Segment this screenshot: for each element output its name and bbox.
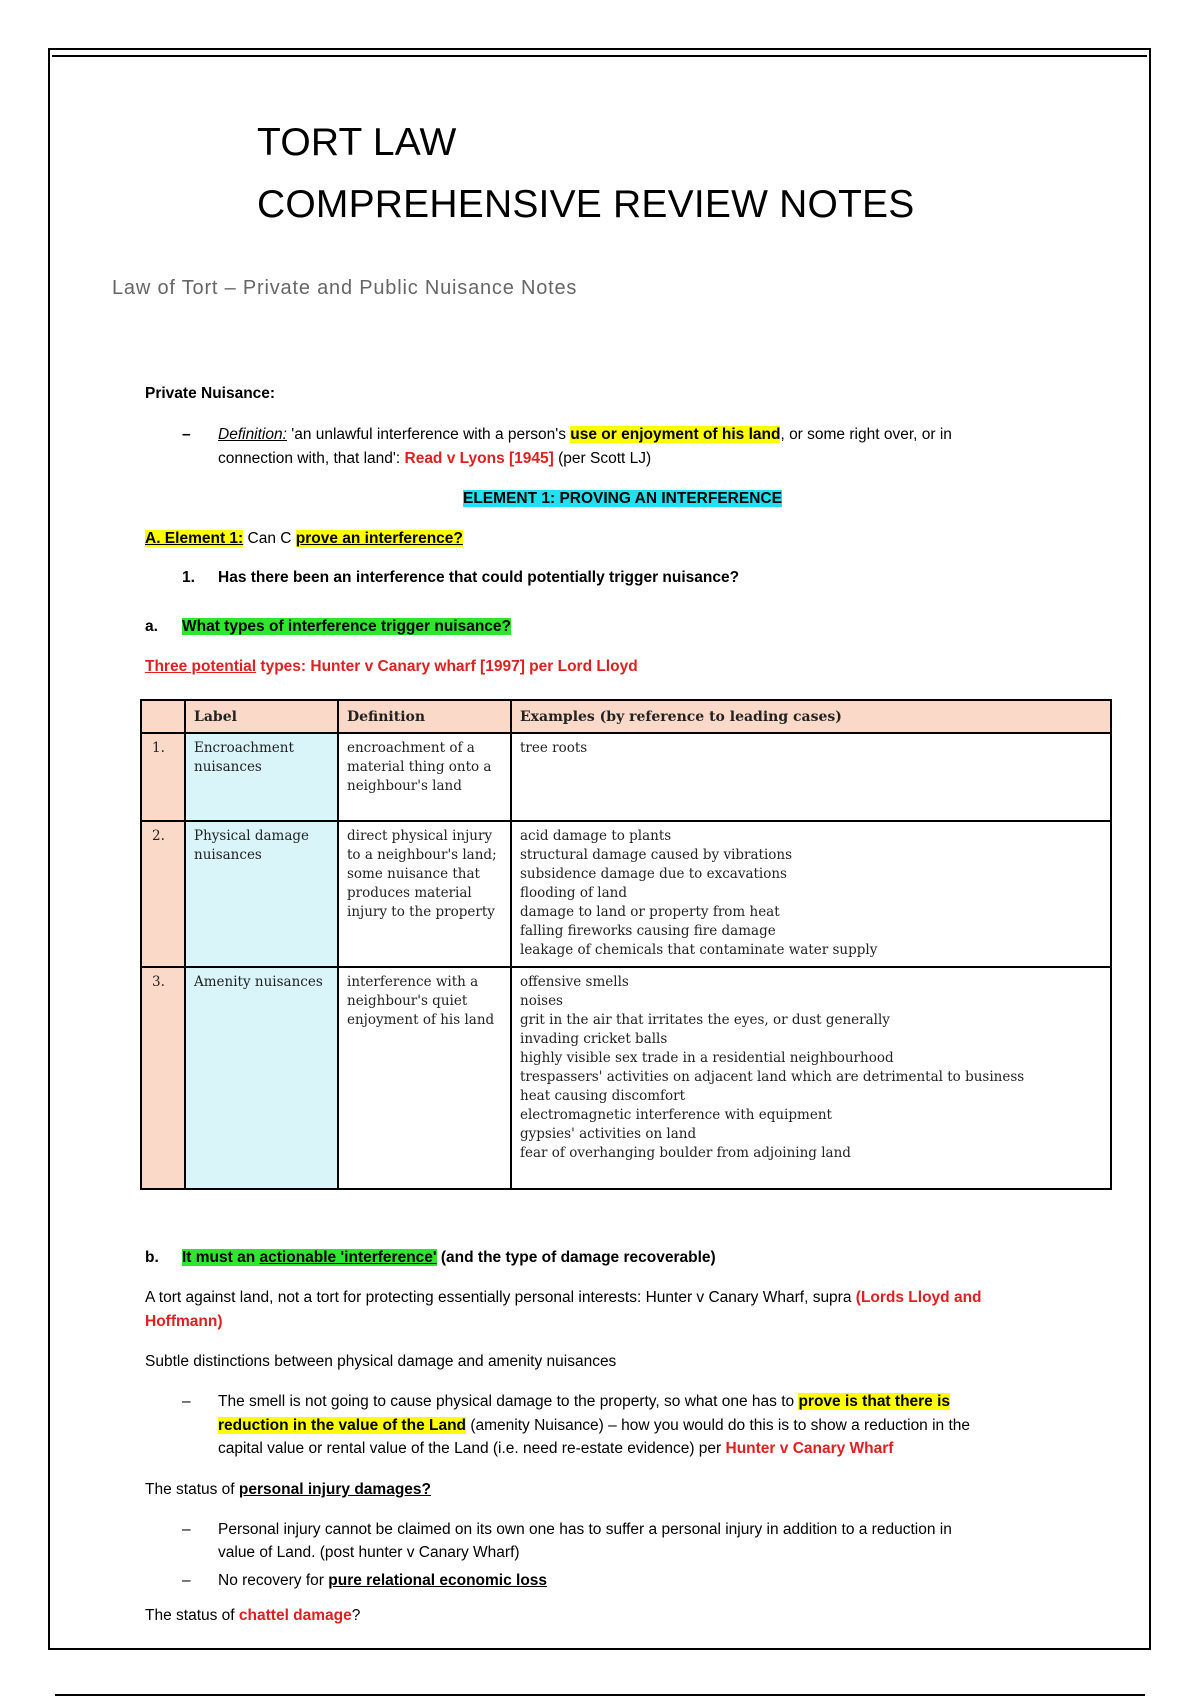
table-header-row: [141, 700, 1111, 733]
private-nuisance-heading: Private Nuisance:: [145, 385, 276, 402]
pi-bullet1-line2: value of Land. (post hunter v Canary Wharf): [218, 1544, 520, 1561]
example-item: trespassers' activities on adjacent land which are detrimental to business: [520, 1069, 1025, 1085]
tort-against-land-line1: A tort against land, not a tort for protecting essentially personal interests: Hunter v Canary Wharf, supra (Lords Lloyd and: [145, 1289, 982, 1306]
definition-label: Definition:: [218, 426, 287, 443]
example-item: invading cricket balls: [520, 1031, 668, 1047]
table-header-definition: Definition: [338, 700, 511, 733]
q1-text: Has there been an interference that could potentially trigger nuisance?: [218, 569, 740, 586]
row-number: 1.: [141, 733, 185, 821]
table-row: [141, 821, 1111, 967]
row-examples: [511, 821, 1111, 967]
pi-bullet1-line1: Personal injury cannot be claimed on its own one has to suffer a personal injury in addition to a reduction in: [218, 1521, 952, 1538]
sub-a-text: What types of interference trigger nuisance?: [182, 618, 512, 635]
definition-bullet: –: [182, 426, 191, 443]
subtle-distinctions: Subtle distinctions between physical damage and amenity nuisances: [145, 1353, 617, 1370]
element1-highlight: prove an interference?: [295, 530, 463, 547]
example-item: damage to land or property from heat: [520, 904, 780, 920]
case-hunter-v-canary-wharf: Hunter v Canary Wharf: [725, 1440, 894, 1457]
element1-question: A. Element 1: Can C prove an interference?: [145, 530, 463, 547]
sub-b-label: b.: [145, 1249, 159, 1266]
example-item: offensive smells: [520, 974, 629, 990]
row-label: Amenity nuisances: [185, 967, 338, 1189]
row-definition: direct physical injury to a neighbour's land; some nuisance that produces material injury to the property: [338, 821, 511, 967]
definition-line1: Definition: 'an unlawful interference with a person's use or enjoyment of his land, or some right over, or in: [218, 426, 952, 443]
element1-banner: ELEMENT 1: PROVING AN INTERFERENCE: [463, 490, 782, 507]
table-header-label: Label: [185, 700, 338, 733]
three-types-line: Three potential types: Hunter v Canary wharf [1997] per Lord Lloyd: [145, 658, 638, 675]
smell-line3: capital value or rental value of the Land (i.e. need re-estate evidence) per Hunter v Canary Wharf: [218, 1440, 894, 1457]
personal-injury-heading: The status of personal injury damages?: [145, 1481, 432, 1498]
example-item: subsidence damage due to excavations: [520, 866, 787, 882]
pi-bullet2: No recovery for pure relational economic loss: [218, 1572, 548, 1589]
table-header-num: [141, 700, 185, 733]
smell-line2: reduction in the value of the Land (amenity Nuisance) – how you would do this is to show a reduction in the: [218, 1417, 971, 1434]
bottom-rule: [55, 1694, 1145, 1696]
sub-b-text: It must an actionable 'interference' (and the type of damage recoverable): [182, 1249, 716, 1266]
doc-title-line1: TORT LAW: [257, 121, 457, 164]
table-header-examples: Examples (by reference to leading cases): [511, 700, 1111, 733]
example-item: tree roots: [520, 740, 588, 756]
doc-subtitle: Law of Tort – Private and Public Nuisance Notes: [112, 277, 578, 299]
example-item: structural damage caused by vibrations: [520, 847, 793, 863]
row-definition: encroachment of a material thing onto a neighbour's land: [338, 733, 511, 821]
pi-bullet1-dash: –: [182, 1521, 191, 1538]
sub-a-label: a.: [145, 618, 158, 635]
row-definition: interference with a neighbour's quiet enjoyment of his land: [338, 967, 511, 1189]
q1-number: 1.: [182, 569, 195, 586]
example-item: noises: [520, 993, 563, 1009]
row-number: 2.: [141, 821, 185, 967]
row-label: Encroachment nuisances: [185, 733, 338, 821]
example-item: leakage of chemicals that contaminate water supply: [520, 942, 878, 958]
case-read-v-lyons: Read v Lyons [1945]: [404, 450, 554, 467]
example-item: grit in the air that irritates the eyes, or dust generally: [520, 1012, 890, 1028]
doc-title-line2: COMPREHENSIVE REVIEW NOTES: [257, 183, 915, 226]
definition-highlight: use or enjoyment of his land: [570, 426, 781, 443]
table-row: [141, 967, 1111, 1189]
example-item: gypsies' activities on land: [520, 1126, 697, 1142]
element1-label: A. Element 1:: [145, 530, 244, 547]
example-item: electromagnetic interference with equipment: [520, 1107, 832, 1123]
example-item: highly visible sex trade in a residential neighbourhood: [520, 1050, 894, 1066]
smell-bullet: –: [182, 1393, 191, 1410]
smell-line1: The smell is not going to cause physical damage to the property, so what one has to prove is that there is: [218, 1393, 951, 1410]
example-item: flooding of land: [520, 885, 627, 901]
chattel-damage-line: The status of chattel damage?: [145, 1607, 361, 1624]
definition-line2: connection with, that land': Read v Lyons [1945] (per Scott LJ): [218, 450, 652, 467]
example-item: acid damage to plants: [520, 828, 672, 844]
row-label: Physical damage nuisances: [185, 821, 338, 967]
table-row: [141, 733, 1111, 821]
example-item: falling fireworks causing fire damage: [520, 923, 776, 939]
row-number: 3.: [141, 967, 185, 1189]
tort-against-land-line2: Hoffmann): [145, 1313, 223, 1330]
example-item: heat causing discomfort: [520, 1088, 686, 1104]
pi-bullet2-dash: –: [182, 1572, 191, 1589]
row-examples: [511, 967, 1111, 1189]
row-examples: [511, 733, 1111, 821]
top-rule: [52, 55, 1147, 57]
nuisance-types-table: [140, 699, 1112, 1190]
example-item: fear of overhanging boulder from adjoining land: [520, 1145, 851, 1161]
